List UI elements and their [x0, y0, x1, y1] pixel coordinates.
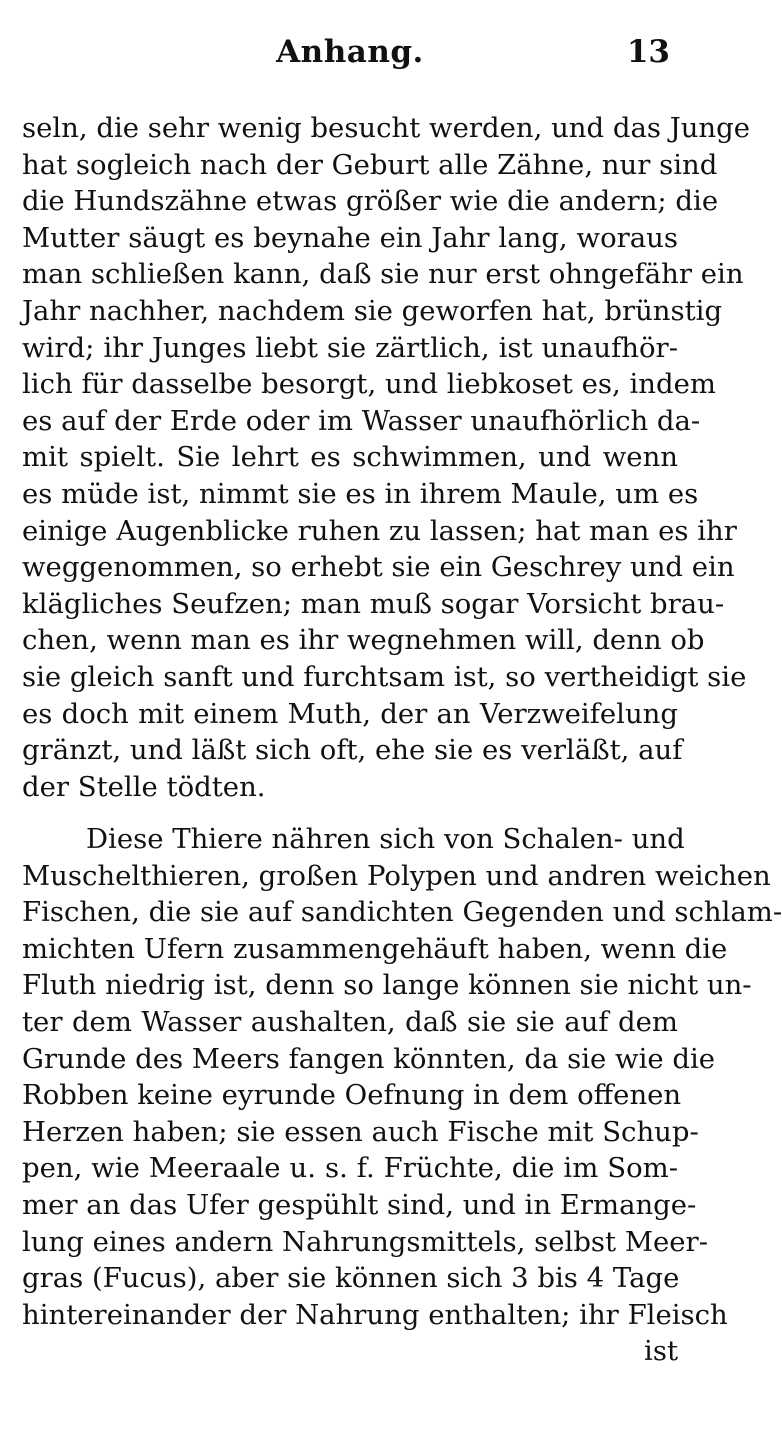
text-line: chen, wenn man es ihr wegnehmen will, denn ob — [22, 624, 705, 657]
text-line: es auf der Erde oder im Wasser unaufhörlich da- — [22, 404, 701, 437]
paragraph-1 — [22, 110, 751, 805]
text-line: es doch mit einem Muth, der an Verzweifelung — [22, 697, 678, 730]
text-line: ter dem Wasser aushalten, daß sie sie auf dem — [22, 1005, 678, 1038]
text-line: Fischen, die sie auf sandichten Gegenden und schlam- — [22, 896, 782, 929]
running-head — [0, 28, 700, 78]
text-line: lung eines andern Nahrungsmittels, selbst Meer- — [22, 1225, 708, 1258]
text-line: die Hundszähne etwas größer wie die andern; die — [22, 185, 719, 218]
text-line: Muschelthieren, großen Polypen und andren weichen — [22, 859, 771, 892]
page-number: 13 — [626, 34, 670, 70]
text-line: mer an das Ufer gespühlt sind, und in Ermange- — [22, 1188, 697, 1221]
text-line: Fluth niedrig ist, denn so lange können sie nicht un- — [22, 969, 752, 1002]
text-line: klägliches Seufzen; man muß sogar Vorsicht brau- — [22, 587, 725, 620]
text-line: Mutter säugt es beynahe ein Jahr lang, woraus — [22, 221, 678, 254]
text-line: Herzen haben; sie essen auch Fische mit Schup- — [22, 1115, 699, 1148]
text-line: lich für dasselbe besorgt, und liebkoset es, indem — [22, 368, 716, 401]
text-line: Jahr nachher, nachdem sie geworfen hat, brünstig — [22, 294, 723, 327]
text-line: es müde ist, nimmt sie es in ihrem Maule, um es — [22, 477, 699, 510]
running-head-title: Anhang. — [276, 34, 424, 70]
text-line: hintereinander der Nahrung enthalten; ihr Fleisch — [22, 1298, 728, 1331]
text-line: weggenommen, so erhebt sie ein Geschrey und ein — [22, 551, 735, 584]
text-line: seln, die sehr wenig besucht werden, und das Junge — [22, 112, 751, 144]
text-line: pen, wie Meeraale u. s. f. Früchte, die im Som- — [22, 1152, 678, 1185]
text-line: der Stelle tödten. — [22, 770, 266, 803]
text-line: gränzt, und läßt sich oft, ehe sie es verläßt, auf — [22, 734, 683, 767]
text-line: gras (Fucus), aber sie können sich 3 bis 4 Tage — [22, 1262, 680, 1295]
text-line: einige Augenblicke ruhen zu lassen; hat man es ihr — [22, 514, 737, 547]
text-line: sie gleich sanft und furchtsam ist, so vertheidigt sie — [22, 660, 747, 693]
text-line: mit spielt. Sie lehrt es schwimmen, und wenn — [22, 441, 678, 474]
text-line: Grunde des Meers fangen könnten, da sie wie die — [22, 1042, 716, 1075]
text-line: Robben keine eyrunde Oefnung in dem offenen — [22, 1079, 682, 1112]
catchword: ist — [644, 1335, 678, 1368]
text-line: Diese Thiere nähren sich von Schalen- und — [86, 823, 685, 855]
paragraph-2 — [22, 821, 782, 1370]
text-line: wird; ihr Junges liebt sie zärtlich, ist unaufhör- — [22, 331, 678, 364]
text-line: man schließen kann, daß sie nur erst ohngefähr ein — [22, 258, 744, 291]
text-line: hat sogleich nach der Geburt alle Zähne, nur sind — [22, 148, 718, 181]
text-line: michten Ufern zusammengehäuft haben, wenn die — [22, 932, 728, 965]
